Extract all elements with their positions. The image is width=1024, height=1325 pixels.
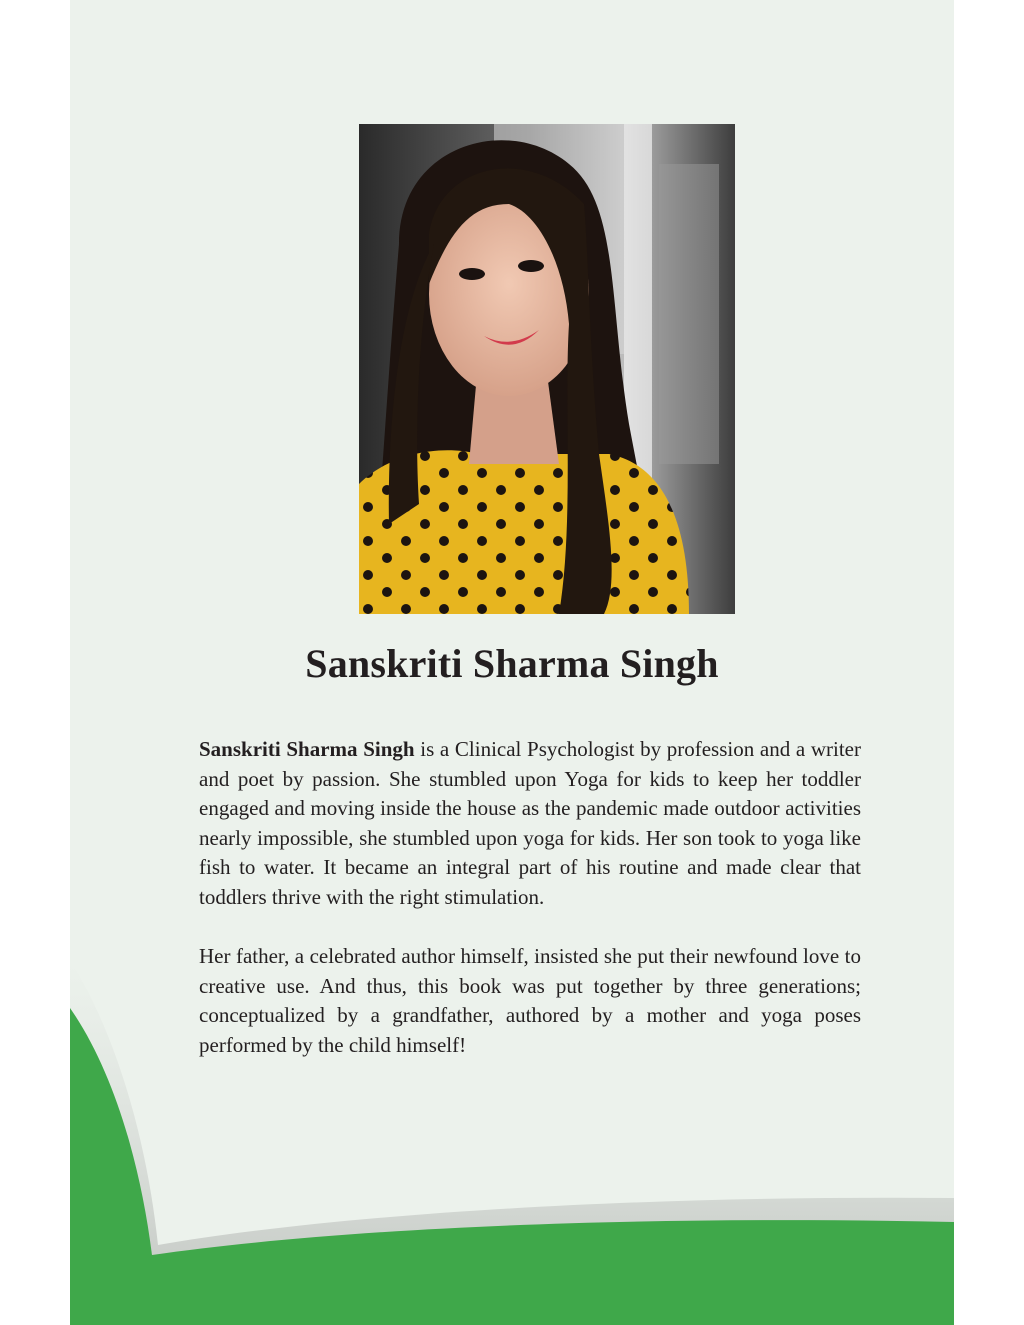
bio-paragraph-1-text: is a Clinical Psychologist by profession and a writer and poet by passion. She stumbled upon Yoga for kids to keep her toddler engaged and moving inside the house as the pandemic made outdoor activities nearly impossible, she stumbled upon yoga for kids. Her son took to yoga like fish to water. It became an integral part of his routine and made clear that toddlers thrive with the right stimulation. (199, 737, 861, 909)
author-photo (359, 124, 735, 614)
bio-paragraph-2: Her father, a celebrated author himself, insisted she put their newfound love to creative use. And thus, this book was put together by three generations; conceptualized by a grandfather, authored by a mother and yoga poses performed by the child himself! (199, 944, 861, 1057)
author-name: Sanskriti Sharma Singh (305, 641, 719, 686)
bio-author-name: Sanskriti Sharma Singh (199, 737, 415, 761)
author-bio (199, 735, 861, 1090)
book-page (70, 0, 954, 1325)
author-portrait-image (359, 124, 735, 614)
bio-paragraph-1 (199, 735, 861, 912)
